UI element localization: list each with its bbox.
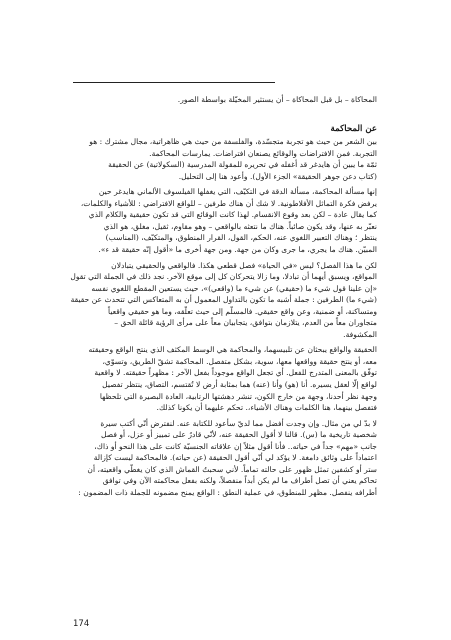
body-text xyxy=(70,136,377,498)
text-line: ينتظر ؛ وهناك التعبير اللغوي عنه، الحكم، القول، القرار المنطوق، والمتكيّف، (المناسب) xyxy=(105,233,377,243)
footnote-separator xyxy=(73,82,275,83)
text-line: (شيء ما) الطرفين : جملة أشبه ما تكون بالتداول المعمول أن به المتعاكس التي تتحدث عن حقيقة xyxy=(70,295,377,305)
text-line: الحقيقة والواقع يبحثان عن تلبيسهما، والمحاكمة هي الوسط المكثف الذي ينتج الواقع وحقيقته xyxy=(88,345,377,355)
text-line: ثمّة ما يبين أن هايدغر قد أغفله في تحريره للمقولة المدرسية (السكولاتية) عن الحقيقة xyxy=(108,160,377,170)
text-line: فتفصل بينهما، هنا الكلمات وهناك الأشياء،. تحكم عليهما أن يكونا كذلك. xyxy=(156,403,377,413)
text-line: لكن ما هذا الفصل؟ ليس «في الحياة» فصل قطعي هكذا. فالواقعي والحقيقي يتبادلان xyxy=(111,260,377,270)
page-body xyxy=(70,94,377,503)
text-line: شخصية تاريخية ما (س). قالنا لا أقول الحقيقة عنه، لأنّي قادرٌ على تمييز أو عزل، أو فصل xyxy=(100,430,377,440)
text-line: (كتاب دعن جوهر الحقيقة» الجزء الأول). وأعود هنا إلى التحليل. xyxy=(178,171,377,181)
text-line: ومتساكنة، أو ضمنية، وعن واقع حقيقي. فالمسلّم إلى حيث تعلّقه، وما هو حقيقي واقعياً xyxy=(108,306,377,316)
paragraph xyxy=(70,260,377,341)
text-line: وجهة نظر أحدنا، وجهة من خارج الكون، تنشر دهشتها الرتابية، العادة البصيرة التي تلحظها xyxy=(99,391,377,401)
text-line: نعبّر به عنها، وقد يكون صائباً. هناك ما نتعثه بالواقعي – وهو مقاوم، ثقيل، مغلق، هو الذي xyxy=(103,221,377,231)
text-line: متجاوران معاً من العدم، يتلازمان بتوافق، يتجابيان معاً على مرأى الرؤية قائلة الحق – xyxy=(114,318,377,328)
text-line: المكشوفة. xyxy=(343,329,377,339)
text-line: معه، أو ينتج حقيقة وواقعها معها، سوية، بشكل متفصل. المحاكمة تشقّ الطريق، وتسوّي، xyxy=(102,356,377,366)
text-line: لواقع إلّا لعقل يسيره. أنا (هو) وأنا (عنه) هما بمثابة أرض لا تُقتسم، التصاق، ينتظر تفصيل xyxy=(102,380,377,390)
text-line: تحاكم يعني أن تصل أطراف ما لم يكن أبداً منفصلاً، ولكنه بفعل محاكمته الآن وفي توافق xyxy=(102,476,377,486)
footnote: المحاكاة – بل قبل المحاكاة – أن يستثير المخيّلة بواسطة الصور. xyxy=(177,95,377,104)
text-line: لا بدّ لي من مثال. وإن وجدت أفضل مما لديّ سأعود للكتابة عنه. لنفترض أنّي أكتب سيرة xyxy=(100,418,377,428)
text-line: كما يقال عادة – لكن بعد وقوع الانقسام. لهذا كانت الوقائع التي قد تكون حقيقية والكلام الذي xyxy=(88,210,377,220)
text-line: توفّق بالمعنى المتدرج للفعل. أي تجعل الواقع موجوداً بفعل الآخر : مظهراً حقيقته. لا واقعية xyxy=(94,368,377,378)
paragraph xyxy=(70,136,377,182)
text-line: إنها مسألة المحاكمة، مسألة الدقة في التكيّف، التي يغفلها الفيلسوف الألماني هايدغر حين xyxy=(98,187,377,197)
text-line: المواقع، ويسبق أيهما أن تبادلا، وما زالا يتحركان كل إلى موقع الآخر. نجد ذلك في الجملة التي تقول xyxy=(70,272,377,282)
text-line: يرفض فكرة التماثل الأفلاطونية. لا شك أن هناك طرفين – للواقع الافتراضي : للأشياء والكلمات، xyxy=(80,198,377,208)
text-line: بين الشعر من حيث هو تجربة متجسّدة، والفلسفة من حيث هي ظاهراتية، مجال مشترك : هو xyxy=(89,137,377,147)
page-number: 174 xyxy=(73,619,90,629)
paragraph xyxy=(70,186,377,255)
paragraph xyxy=(70,344,377,413)
section-heading: عن المحاكمة xyxy=(330,123,377,134)
text-line: أطرافه ينفصل. مظهر للمنطوق، في عملية النطق : الواقع يمنح مضمونه للجملة ذات المضمون : xyxy=(78,487,377,497)
paragraph xyxy=(70,418,377,499)
text-line: المبيّن. هناك ما يجري، ما جرى وكان من جهة. ومن جهة أخرى ما «أقول إنّه حقيقة قد ء». xyxy=(98,245,377,255)
text-line: ستر أو كشفين تمثل ظهور على حالته تماماً. لأني سحبتُ القماش الذي كان يغطّي واقعيته، أن xyxy=(87,464,377,474)
text-line: جانب «مهم» جداً في حياته.. فأنا أقول مثلاً إن علاقاته الجنسيّة كانت على هذا النحو أو ذاك، xyxy=(94,441,377,451)
text-line: اعتماداً على وثائق دامغة. لا يؤكد لي أنّي أقول الحقيقة (عن حياته). فالمحاكمة ليست كإزالة xyxy=(93,453,377,463)
text-line: التجربة. فمن الافتراضات والوقائع يصنعان افتراضات. يمارسات المحاكمة. xyxy=(149,148,377,158)
text-line: «إن علينا قول شيء ما (حقيقي) عن شيء ما (واقعي)»، حيث يستعين المقطع اللغوي نفسه xyxy=(91,283,377,293)
